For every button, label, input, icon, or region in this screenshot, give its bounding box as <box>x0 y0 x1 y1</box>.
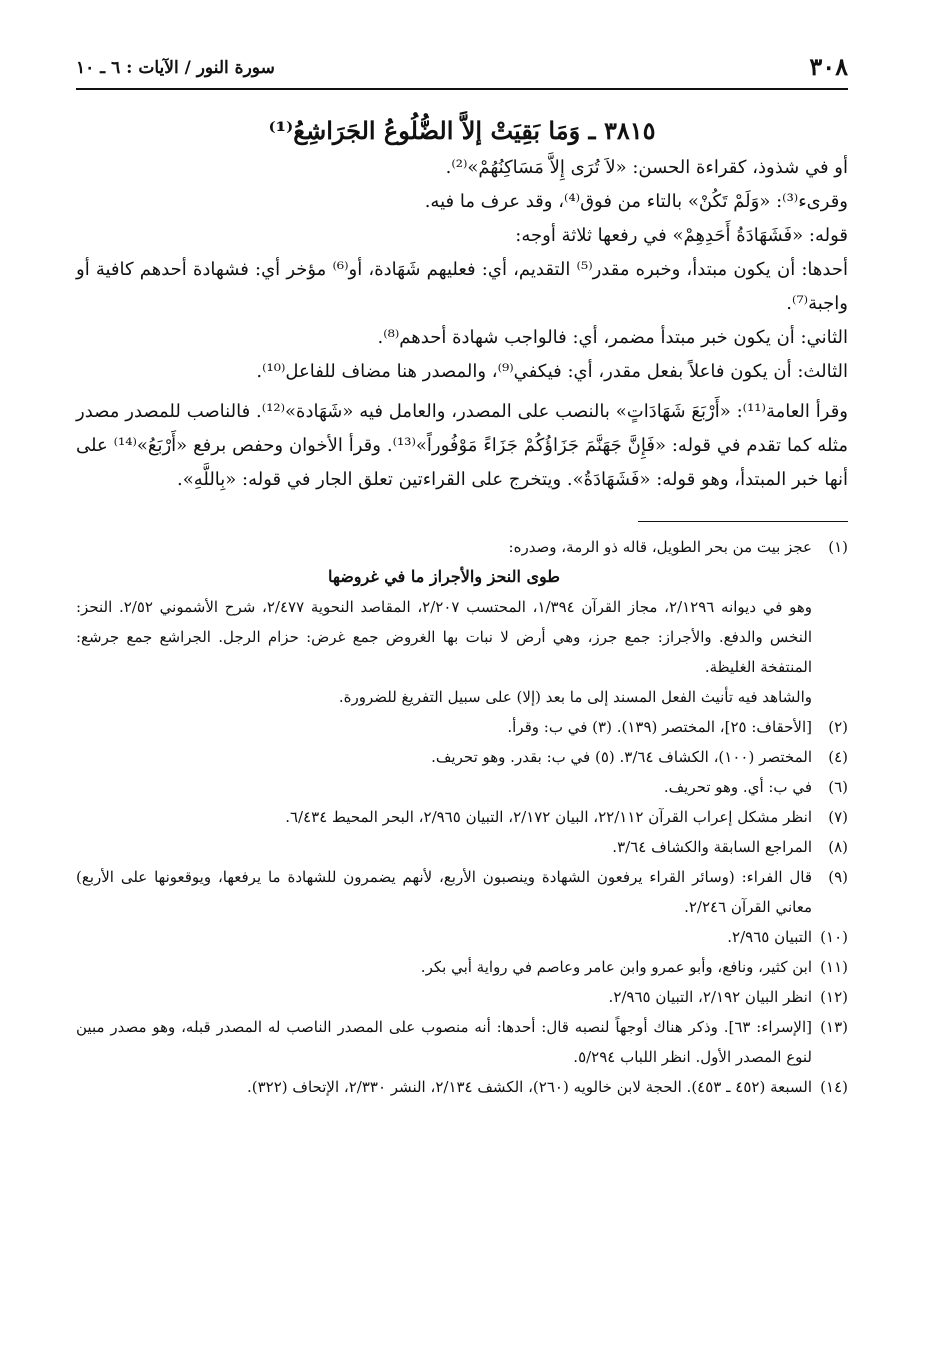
footnote-text: [الإسراء: ٦٣]. وذكر هناك أوجهاً لنصبه قال: أحدها: أنه منصوب على المصدر الناصب له المصدر قبله، وهو مصدر مبين لنوع المصدر الأول. انظر اللباب ٥/٢٩٤. <box>76 1018 813 1066</box>
footnote-number: (١٤) <box>820 1078 848 1096</box>
footnotes <box>76 532 848 1102</box>
footnote-number: (٦) <box>828 778 848 796</box>
paragraph: أو في شذوذ، كقراءة الحسن: «لاَ تُرَى إِلاَّ مَسَاكِنُهُمْ»⁽²⁾. <box>445 157 848 178</box>
paragraph: قوله: «فَشَهَادَةُ أَحَدِهِمْ» في رفعها ثلاثة أوجه: <box>515 225 848 246</box>
footnote-separator <box>638 521 848 522</box>
footnote-text: انظر البيان ٢/١٩٢، التبيان ٢/٩٦٥. <box>608 988 812 1006</box>
footnote <box>76 532 848 712</box>
footnote-number: (٨) <box>828 838 848 856</box>
footnote-number: (٩) <box>828 868 848 886</box>
footnote <box>76 952 848 982</box>
paragraph: وقرىء⁽³⁾: «وَلَمْ تَكُنْ» بالتاء من فوق⁽⁴⁾، وقد عرف ما فيه. <box>424 191 848 212</box>
footnote <box>76 922 848 952</box>
running-title: سورة النور / الآيات : ٦ ـ ١٠ <box>76 58 275 78</box>
footnote-text: ابن كثير، ونافع، وأبو عمرو وابن عامر وعاصم في رواية أبي بكر. <box>420 958 812 976</box>
footnote-number: (١٢) <box>820 988 848 1006</box>
footnote-text: المختصر (١٠٠)، الكشاف ٣/٦٤. (٥) في ب: بقدر. وهو تحريف. <box>431 748 812 766</box>
footnote-number: (١٠) <box>820 928 848 946</box>
footnote <box>76 802 848 832</box>
footnote <box>76 982 848 1012</box>
footnote-text: وهو في ديوانه ٢/١٢٩٦، مجاز القرآن ١/٣٩٤، المحتسب ٢/٢٠٧، المقاصد النحوية ٢/٤٧٧، شرح الأشموني ٢/٥٢. النحز: النخس والدفع. والأجراز: جمع جرز، وهي أرض لا نبات بها الغروض جمع غرض: حزام الرجل. الجراشع جمع جرشع: المنتفخة الغليظة. <box>76 598 812 676</box>
footnote <box>76 862 848 922</box>
paragraph: الثاني: أن يكون خبر مبتدأ مضمر، أي: فالواجب شهادة أحدهم⁽⁸⁾. <box>377 327 848 348</box>
footnote-text: التبيان ٢/٩٦٥. <box>727 928 812 946</box>
footnote-number: (٧) <box>828 808 848 826</box>
footnote <box>76 1012 848 1072</box>
footnote-number: (٢) <box>828 718 848 736</box>
footnote-text: قال الفراء: (وسائر القراء يرفعون الشهادة وينصبون الأربع، لأنهم يضمرون للشهادة ما يرفعها، ويوقعونها على الأربع) معاني القرآن ٢/٢٤٦. <box>76 868 812 916</box>
footnote-text: [الأحقاف: ٢٥]، المختصر (١٣٩). (٣) في ب: وقرأ. <box>507 718 812 736</box>
footnote <box>76 742 848 772</box>
book-page <box>76 52 848 1102</box>
footnote <box>76 1072 848 1102</box>
footnote-number: (٤) <box>828 748 848 766</box>
poem-line: طوى النحز والأجراز ما في غروضها <box>327 567 561 586</box>
footnote <box>76 712 848 742</box>
footnote-number: (١١) <box>820 958 848 976</box>
verse-line: ٣٨١٥ ـ وَمَا بَقِيَتْ إلاَّ الضُّلُوعُ الجَرَاشِعُ⁽¹⁾ <box>268 116 656 145</box>
footnote-text: انظر مشكل إعراب القرآن ٢٢/١١٢، البيان ٢/١٧٢، التبيان ٢/٩٦٥، البحر المحيط ٦/٤٣٤. <box>285 808 812 826</box>
paragraph: أحدها: أن يكون مبتدأ، وخبره مقدر⁽⁵⁾ التقديم، أي: فعليهم شَهَادة، أو⁽⁶⁾ مؤخر أي: فشهادة أحدهم كافية أو واجبة⁽⁷⁾. <box>76 259 848 314</box>
paragraph: الثالث: أن يكون فاعلاً بفعل مقدر، أي: فيكفي⁽⁹⁾، والمصدر هنا مضاف للفاعل⁽¹⁰⁾. <box>256 361 848 382</box>
footnote-text: عجز بيت من بحر الطويل، قاله ذو الرمة، وصدره: <box>508 538 812 556</box>
footnote <box>76 772 848 802</box>
page-number: ٣٠٨ <box>809 52 848 81</box>
footnote-text: في ب: أي. وهو تحريف. <box>663 778 812 796</box>
page-header <box>76 52 848 90</box>
footnote-text: السبعة (٤٥٢ ـ ٤٥٣). الحجة لابن خالويه (٢٦٠)، الكشف ٢/١٣٤، النشر ٢/٣٣٠، الإتحاف (٣٢٢). <box>247 1078 812 1096</box>
main-text <box>76 151 848 497</box>
paragraph: وقرأ العامة⁽¹¹⁾: «أَرْبَعَ شَهَادَاتٍ» بالنصب على المصدر، والعامل فيه «شَهَادة»⁽¹²⁾. فالناصب للمصدر مصدر مثله كما تقدم في قوله: «فَإِنَّ جَهَنَّمَ جَزَاؤُكُمْ جَزَاءً مَوْفُوراً»⁽¹³⁾. وقرأ الأخوان وحفص برفع «أَرْبَعُ»⁽¹⁴⁾ على أنها خبر المبتدأ، وهو قوله: «فَشَهَادَةُ». ويتخرج على القراءتين تعلق الجار في قوله: «بِاللَّهِ». <box>76 401 848 490</box>
footnote-number: (١٣) <box>820 1018 848 1036</box>
footnote <box>76 832 848 862</box>
footnote-text: المراجع السابقة والكشاف ٣/٦٤. <box>612 838 812 856</box>
footnote-text: والشاهد فيه تأنيث الفعل المسند إلى ما بعد (إلا) على سبيل التفريغ للضرورة. <box>338 688 812 706</box>
footnote-number: (١) <box>828 538 848 556</box>
